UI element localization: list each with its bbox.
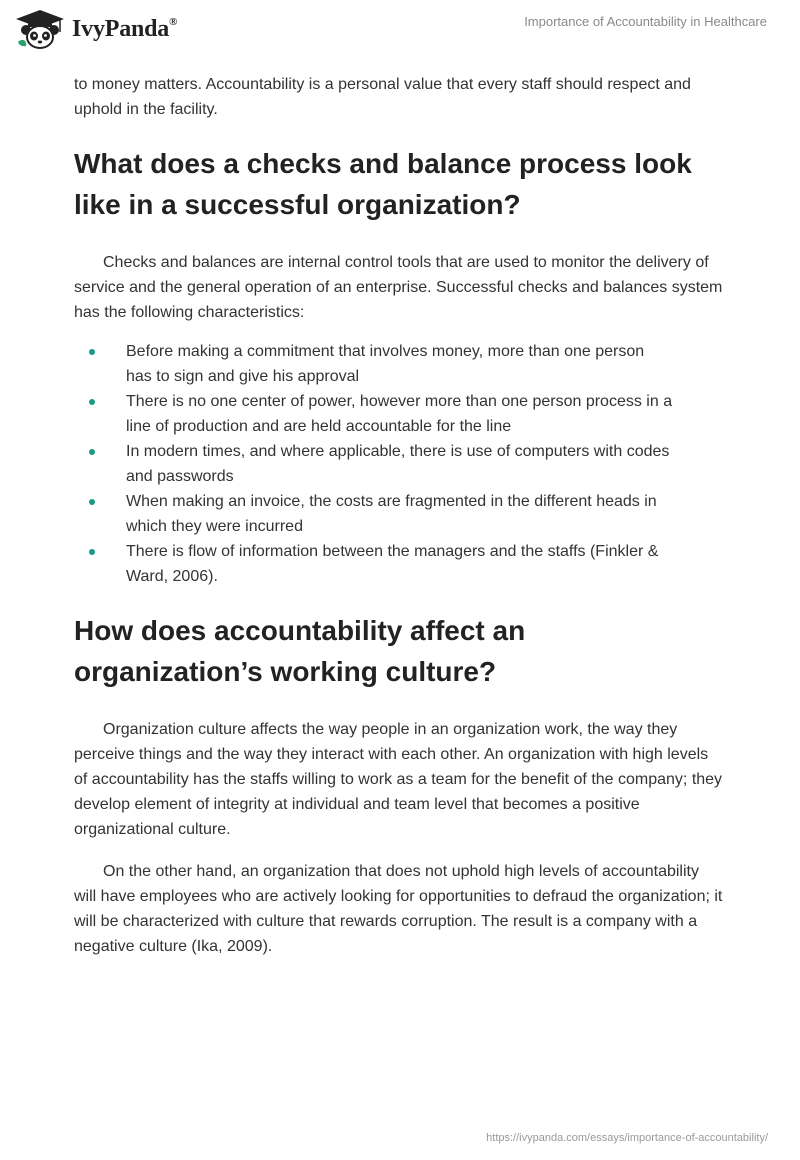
page-header	[0, 0, 800, 70]
list-item: Before making a commitment that involves money, more than one person has to sign and give his approval	[74, 339, 674, 389]
list-item: There is flow of information between the managers and the staffs (Finkler & Ward, 2006).	[74, 539, 674, 589]
list-item: There is no one center of power, however more than one person process in a line of production and are held accountable for the line	[74, 389, 674, 439]
bullet-dot-icon	[89, 349, 95, 355]
document-title: Importance of Accountability in Healthcare	[524, 14, 767, 29]
intro-paragraph-tail: to money matters. Accountability is a personal value that every staff should respect and uphold in the facility.	[74, 76, 691, 118]
panda-graduate-icon	[14, 8, 66, 50]
bullet-dot-icon	[89, 499, 95, 505]
culture-paragraph-2: On the other hand, an organization that does not uphold high levels of accountability will have employees who are actively looking for opportunities to defraud the organization; it will be characterized with culture that rewards corruption. The result is a company with a negative culture (Ika, 2009).	[74, 863, 723, 955]
bullet-dot-icon	[89, 549, 95, 555]
source-url[interactable]: https://ivypanda.com/essays/importance-of-accountability/	[486, 1132, 768, 1144]
list-item: When making an invoice, the costs are fragmented in the different heads in which they were incurred	[74, 489, 674, 539]
ivypanda-logo[interactable]	[14, 8, 177, 50]
culture-paragraph-1: Organization culture affects the way people in an organization work, the way they perceive things and the way they interact with each other. An organization with high levels of accountability has the staffs willing to work as a team for the benefit of the company; they develop element of integrity at individual and team level that becomes a positive organizational culture.	[74, 721, 723, 838]
section-heading-checks-and-balances: What does a checks and balance process look like in a successful organization?	[74, 148, 692, 220]
section-heading-accountability-culture: How does accountability affect an organization’s working culture?	[74, 615, 526, 687]
brand-name: IvyPanda®	[72, 15, 178, 42]
bullet-dot-icon	[89, 399, 95, 405]
list-item: In modern times, and where applicable, there is use of computers with codes and passwords	[74, 439, 674, 489]
article-body	[74, 72, 724, 959]
bullet-dot-icon	[89, 449, 95, 455]
characteristics-list	[74, 339, 674, 589]
checks-balances-paragraph: Checks and balances are internal control tools that are used to monitor the delivery of service and the general operation of an enterprise. Successful checks and balances system has the following characteristics:	[74, 254, 723, 321]
